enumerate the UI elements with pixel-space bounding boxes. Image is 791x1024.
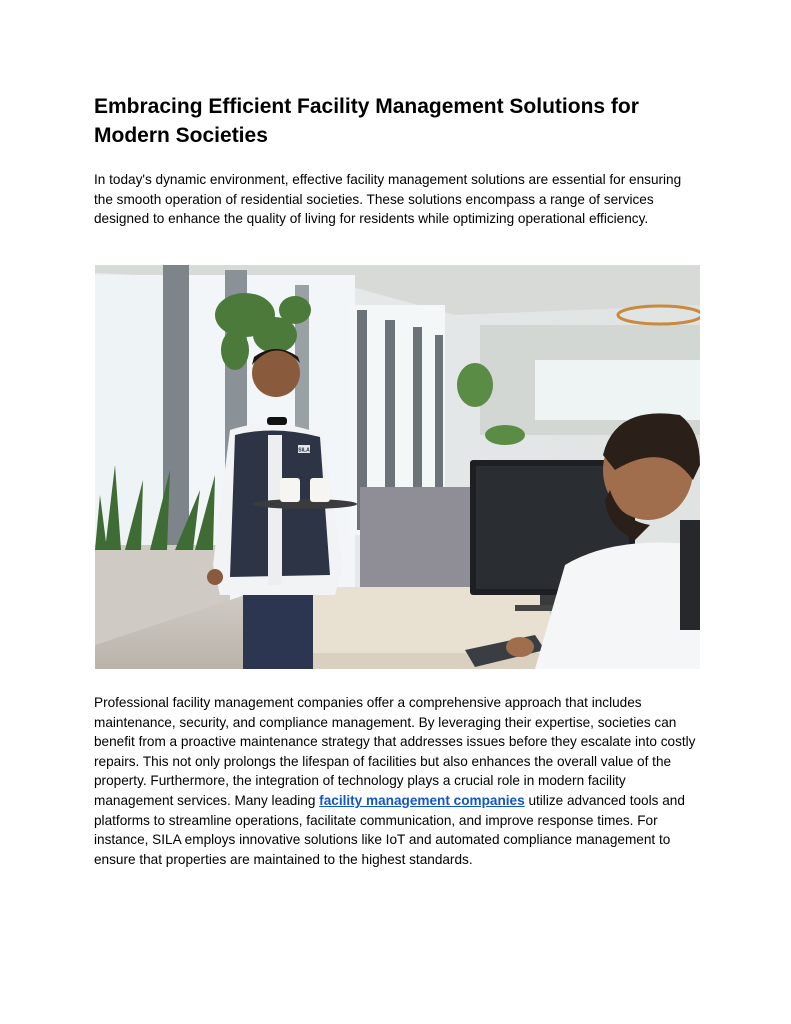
intro-paragraph: In today's dynamic environment, effective facility management solutions are essential for ensuring the smooth operation of residential societies. These solutions encompass a range of services designed to enhance the quality of living for residents while optimizing operational efficiency. <box>94 172 682 227</box>
office-service-photo <box>95 265 700 669</box>
body-text-after-link: utilize advanced tools and platforms to streamline operations, facilitate communication, and improve response times. For instance, SILA employs innovative solutions like IoT and automated compliance management to ensure that properties are maintained to the highest standards. <box>94 792 685 867</box>
uniform-badge: SILA <box>298 447 310 454</box>
page-title: Embracing Efficient Facility Management Solutions for Modern Societies <box>94 95 639 147</box>
facility-management-link[interactable]: facility management companies <box>319 792 525 808</box>
body-paragraph <box>94 693 699 869</box>
body-text-before-link: Professional facility management companies offer a comprehensive approach that includes maintenance, security, and compliance management. By leveraging their expertise, societies can benefit from a proactive maintenance strategy that addresses issues before they escalate into costly repairs. This not only prolongs the lifespan of facilities but also enhances the overall value of the property. Furthermore, the integration of technology plays a crucial role in modern facility management services. Many leading <box>94 695 696 808</box>
